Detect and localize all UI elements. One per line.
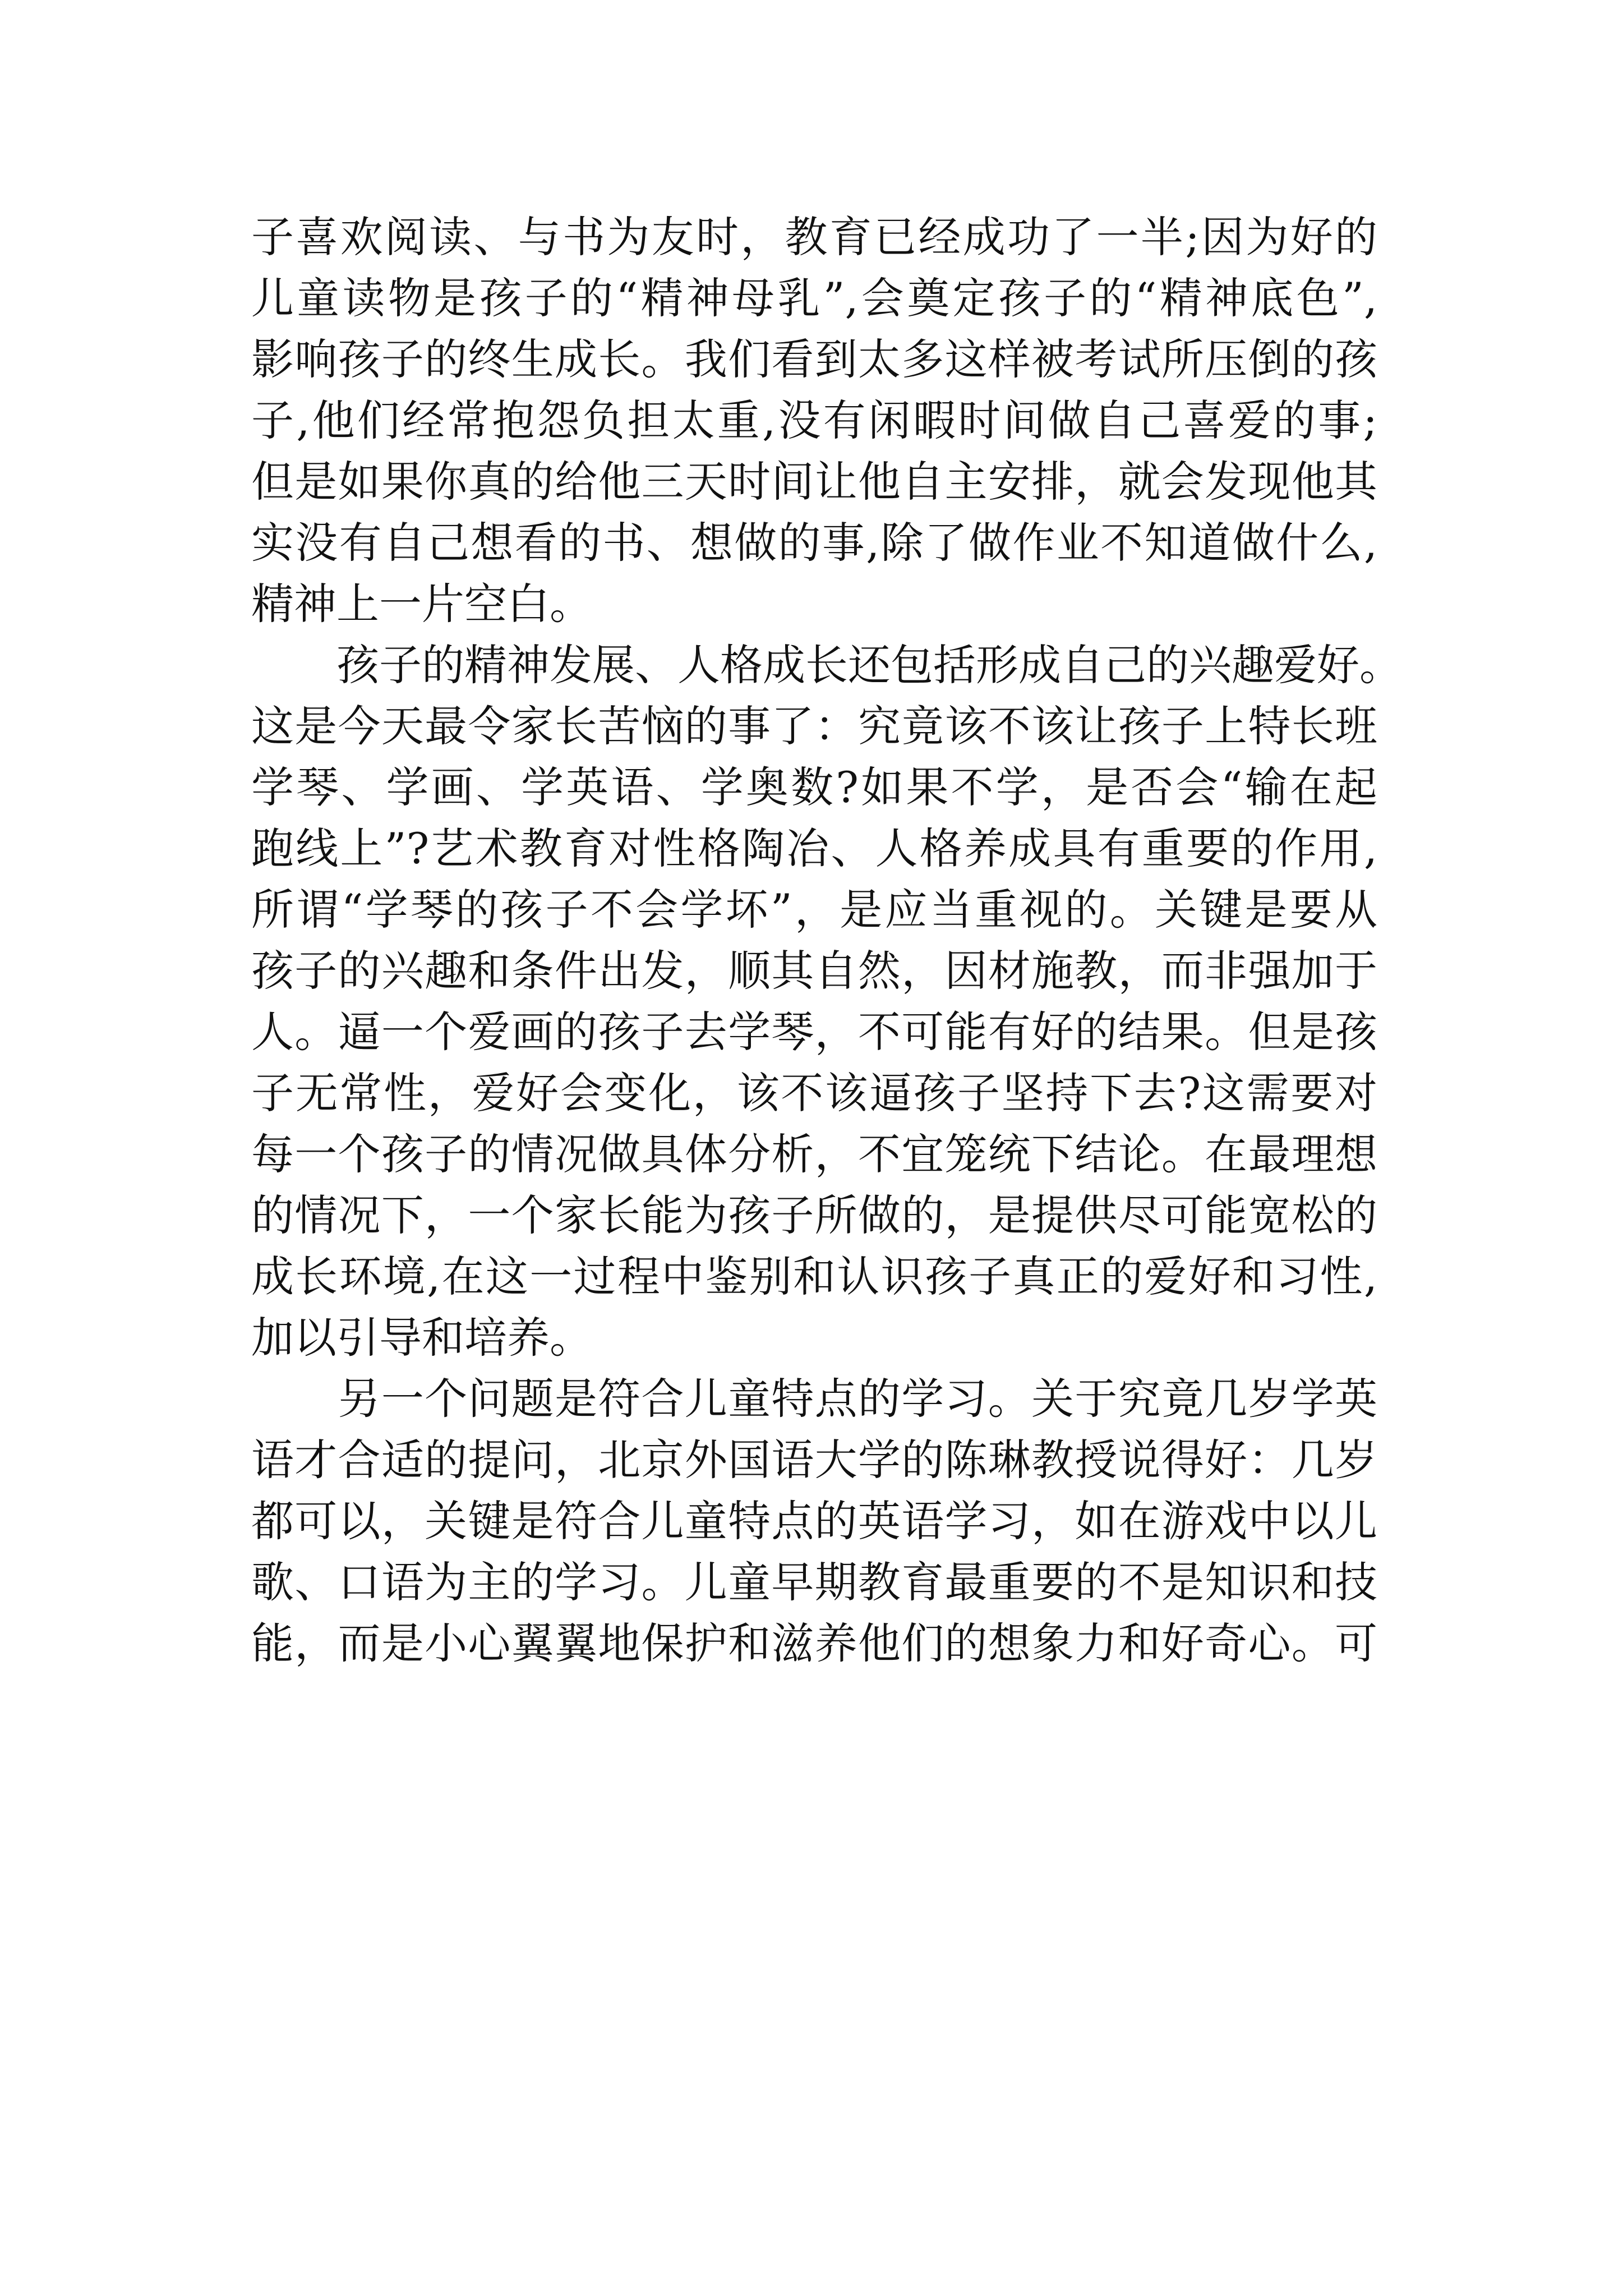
text-line: 孩子的兴趣和条件出发，顺其自然，因材施教，而非强加于	[251, 946, 1377, 996]
text-line: 儿童读物是孩子的“精神母乳”,会奠定孩子的“精神底色”,	[251, 273, 1377, 323]
text-line: 每一个孩子的情况做具体分析，不宜笼统下结论。在最理想	[251, 1129, 1377, 1179]
text-line: 的情况下，一个家长能为孩子所做的，是提供尽可能宽松的	[251, 1190, 1377, 1240]
text-line: 实没有自己想看的书、想做的事,除了做作业不知道做什么,	[251, 518, 1377, 568]
text-line: 人。逼一个爱画的孩子去学琴，不可能有好的结果。但是孩	[251, 1007, 1377, 1057]
text-line: 成长环境,在这一过程中鉴别和认识孩子真正的爱好和习性,	[251, 1251, 1377, 1301]
text-line: 歌、口语为主的学习。儿童早期教育最重要的不是知识和技	[251, 1557, 1377, 1607]
text-line: 子无常性，爱好会变化，该不该逼孩子坚持下去?这需要对	[251, 1068, 1377, 1118]
text-line: 能，而是小心翼翼地保护和滋养他们的想象力和好奇心。可	[251, 1618, 1377, 1668]
text-line: 孩子的精神发展、人格成长还包括形成自己的兴趣爱好。	[251, 640, 1402, 690]
text-line: 精神上一片空白。	[251, 579, 592, 629]
text-line: 所谓“学琴的孩子不会学坏”，是应当重视的。关键是要从	[251, 885, 1377, 935]
text-line: 另一个问题是符合儿童特点的学习。关于究竟几岁学英	[251, 1374, 1377, 1424]
text-line: 子喜欢阅读、与书为友时，教育已经成功了一半;因为好的	[251, 212, 1377, 262]
text-line: 这是今天最令家长苦恼的事了：究竟该不该让孩子上特长班	[251, 701, 1377, 751]
body-text	[251, 206, 1402, 1674]
text-line: 影响孩子的终生成长。我们看到太多这样被考试所压倒的孩	[251, 334, 1377, 384]
text-line: 子,他们经常抱怨负担太重,没有闲暇时间做自己喜爱的事;	[251, 395, 1377, 445]
text-line: 加以引导和培养。	[251, 1313, 592, 1363]
text-line: 但是如果你真的给他三天时间让他自主安排，就会发现他其	[251, 457, 1377, 507]
text-line: 学琴、学画、学英语、学奥数?如果不学，是否会“输在起	[251, 762, 1377, 812]
text-line: 都可以，关键是符合儿童特点的英语学习，如在游戏中以儿	[251, 1496, 1377, 1546]
text-line: 跑线上”?艺术教育对性格陶冶、人格养成具有重要的作用,	[251, 823, 1377, 873]
text-line: 语才合适的提问，北京外国语大学的陈琳教授说得好：几岁	[251, 1435, 1377, 1485]
